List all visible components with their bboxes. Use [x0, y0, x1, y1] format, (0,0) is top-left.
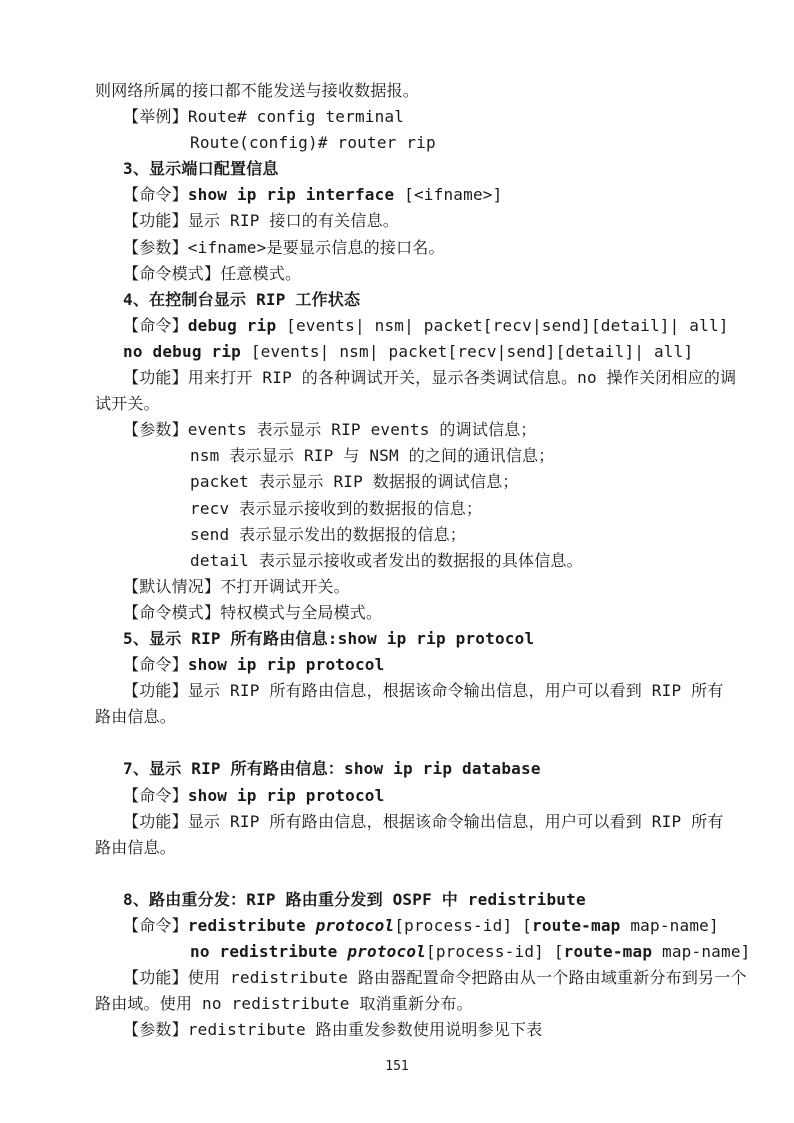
text-line — [95, 182, 707, 208]
text-segment: map-name] — [620, 916, 719, 935]
text-segment: 【参数】redistribute 路由重发参数使用说明参见下表 — [123, 1020, 543, 1040]
text-segment: Route(config)# router rip — [190, 133, 436, 153]
text-line — [95, 365, 737, 391]
text-segment: packet 表示显示 RIP 数据报的调试信息； — [190, 472, 519, 492]
text-segment: 【命令模式】特权模式与全局模式。 — [123, 602, 383, 622]
text-line — [95, 469, 707, 495]
text-line — [95, 104, 707, 130]
page-footer — [0, 1058, 794, 1076]
text-line — [95, 913, 719, 939]
text-segment: 【命令】 — [123, 916, 188, 935]
text-line — [95, 939, 751, 965]
page-body — [95, 78, 751, 1043]
text-segment: route-map — [531, 916, 621, 935]
text-line — [95, 652, 707, 678]
text-segment: nsm 表示显示 RIP 与 NSM 的之间的通讯信息； — [190, 446, 555, 466]
text-segment: show ip rip interface — [187, 185, 405, 205]
text-line — [95, 522, 707, 548]
text-segment: protocol — [315, 916, 395, 935]
text-segment: recv 表示显示接收到的数据报的信息； — [190, 498, 483, 518]
text-segment: 试开关。 — [95, 394, 160, 414]
section-heading — [95, 626, 707, 652]
text-segment: 【功能】使用 redistribute 路由器配置命令把路由从一个路由域重新分布到另一个 — [123, 968, 747, 988]
section-heading — [95, 156, 707, 182]
text-segment: no redistribute — [190, 942, 348, 962]
text-segment: redistribute — [187, 916, 316, 935]
text-segment: 【参数】<ifname>是要显示信息的接口名。 — [123, 237, 445, 257]
text-segment: 4、在控制台显示 RIP 工作状态 — [123, 289, 361, 309]
text-segment: no debug rip — [123, 341, 251, 361]
text-line — [95, 600, 707, 626]
text-line — [95, 391, 707, 417]
text-segment: 【命令】 — [123, 655, 188, 675]
text-segment: [<ifname>] — [404, 185, 503, 205]
text-segment: 【功能】显示 RIP 所有路由信息，根据该命令输出信息，用户可以看到 RIP 所有 — [123, 811, 724, 831]
text-segment: 路由信息。 — [95, 837, 177, 857]
text-segment: send 表示显示发出的数据报的信息； — [190, 524, 466, 544]
text-line — [95, 965, 747, 991]
text-line — [95, 1017, 707, 1043]
text-line — [95, 208, 707, 234]
text-line — [95, 991, 707, 1017]
text-segment: [process-id] [ — [394, 916, 532, 935]
text-line — [95, 496, 707, 522]
text-line — [95, 548, 707, 574]
text-line — [95, 417, 707, 443]
page-number: 151 — [385, 1059, 409, 1074]
text-segment: show ip rip protocol — [187, 655, 385, 675]
section-heading — [95, 887, 707, 913]
text-segment: detail 表示显示接收或者发出的数据报的具体信息。 — [190, 550, 583, 570]
text-line — [95, 678, 724, 704]
text-segment: 【命令】 — [123, 315, 188, 335]
text-line — [95, 704, 707, 730]
text-segment: 3、显示端口配置信息 — [123, 159, 279, 179]
text-segment: show ip rip protocol — [187, 785, 385, 805]
text-line — [95, 78, 707, 104]
text-segment: [events| nsm| packet[recv|send][detail]| all] — [286, 315, 729, 335]
text-segment: 则网络所属的接口都不能发送与接收数据报。 — [95, 81, 420, 100]
text-line — [95, 783, 707, 809]
text-segment: 【参数】events 表示显示 RIP events 的调试信息； — [123, 420, 537, 440]
text-line — [95, 261, 707, 287]
text-segment: [events| nsm| packet[recv|send][detail]| all] — [250, 341, 694, 361]
text-line — [95, 130, 707, 156]
text-segment: 【功能】显示 RIP 接口的有关信息。 — [123, 211, 399, 231]
section-heading — [95, 756, 707, 782]
text-segment: 【默认情况】不打开调试开关。 — [123, 576, 350, 596]
blank-line — [95, 730, 707, 756]
text-segment: 【功能】显示 RIP 所有路由信息，根据该命令输出信息，用户可以看到 RIP 所有 — [123, 681, 724, 701]
text-segment: protocol — [347, 942, 426, 962]
text-segment: map-name] — [652, 942, 751, 962]
text-segment: [process-id] [ — [426, 942, 564, 962]
text-segment: 8、路由重分发：RIP 路由重分发到 OSPF 中 redistribute — [123, 889, 586, 909]
text-segment: 7、显示 RIP 所有路由信息：show ip rip database — [123, 759, 541, 779]
text-segment: 5、显示 RIP 所有路由信息:show ip rip protocol — [123, 628, 535, 648]
text-line — [95, 313, 729, 339]
text-segment: 路由信息。 — [95, 707, 177, 727]
text-line — [95, 835, 707, 861]
text-line — [95, 443, 707, 469]
section-heading — [95, 287, 707, 313]
text-segment: route-map — [563, 942, 653, 962]
blank-line — [95, 861, 707, 887]
text-segment: 【命令】 — [123, 185, 188, 205]
text-segment: Route# config terminal — [187, 107, 405, 127]
text-segment: debug rip — [187, 315, 287, 335]
text-segment: 【举例】 — [123, 107, 188, 127]
text-line — [95, 809, 724, 835]
text-line — [95, 235, 707, 261]
text-segment: 【功能】用来打开 RIP 的各种调试开关，显示各类调试信息。no 操作关闭相应的调 — [123, 368, 737, 388]
text-segment: 【命令】 — [123, 785, 188, 805]
text-line — [95, 339, 707, 365]
text-segment: 路由域。使用 no redistribute 取消重新分布。 — [95, 994, 473, 1014]
text-segment: 【命令模式】任意模式。 — [123, 263, 302, 283]
text-line — [95, 574, 707, 600]
